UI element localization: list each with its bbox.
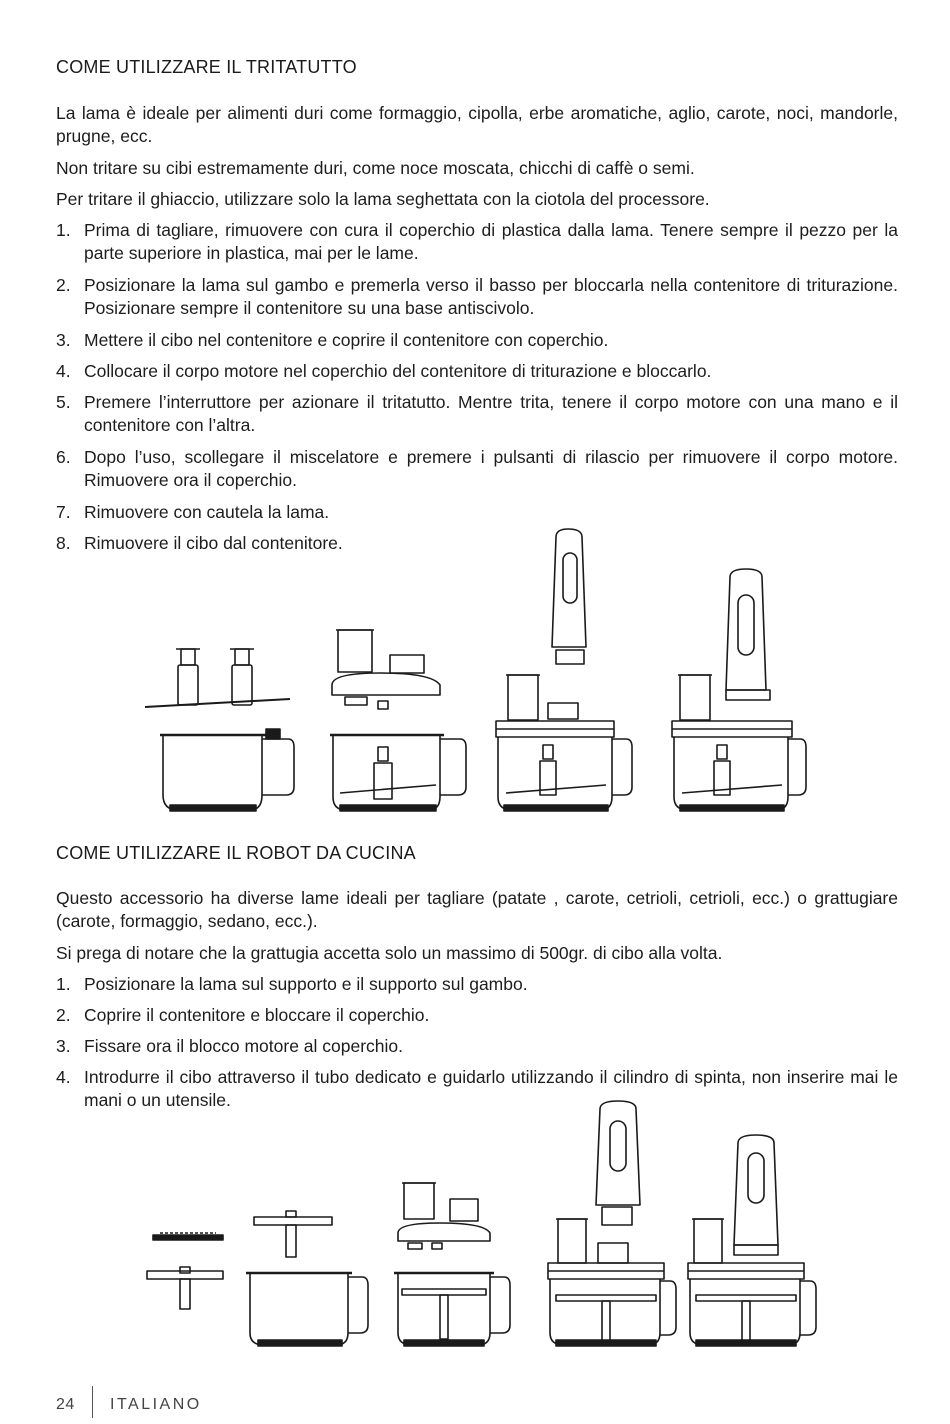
chopper-assembly-illustration — [0, 525, 950, 830]
step-number: 1. — [56, 974, 71, 994]
bowl-drawing — [160, 729, 294, 811]
step-number: 6. — [56, 447, 71, 467]
footer-divider — [92, 1386, 93, 1418]
step-number: 5. — [56, 392, 71, 412]
footer-language: ITALIANO — [110, 1396, 202, 1413]
step-text: Posizionare la lama sul gambo e premerla verso il basso per bloccarla nella contenitore di triturazione. Posizionare sempre il contenitore su una base antiscivolo. — [84, 275, 898, 318]
step-number: 1. — [56, 220, 71, 240]
paragraph-blade-use: La lama è ideale per alimenti duri come formaggio, cipolla, erbe aromatiche, aglio, carote, noci, mandorle, prugne, ecc. — [56, 103, 898, 146]
step-text: Premere l’interruttore per azionare il tritatutto. Mentre trita, tenere il corpo motore con una mano e il contenitore con l’altra. — [84, 392, 898, 435]
step-number: 7. — [56, 502, 71, 522]
step-number: 2. — [56, 1005, 71, 1025]
step-text: Coprire il contenitore e bloccare il coperchio. — [84, 1005, 430, 1025]
motor-over-chopper-drawing — [496, 529, 632, 811]
step-text: Rimuovere il cibo dal contenitore. — [84, 533, 343, 553]
paragraph-hard-foods-warning: Non tritare su cibi estremamente duri, come noce moscata, chicchi di caffè o semi. — [56, 158, 695, 178]
disc-and-support-drawing — [147, 1233, 223, 1309]
paragraph-ice-note: Per tritare il ghiaccio, utilizzare solo la lama seghettata con la ciotola del processore. — [56, 189, 710, 209]
lid-over-processor-bowl-drawing — [394, 1183, 510, 1346]
step-text: Posizionare la lama sul supporto e il supporto sul gambo. — [84, 974, 528, 994]
blade-pair-drawing — [145, 649, 290, 707]
step-number: 3. — [56, 330, 71, 350]
paragraph-accessory-blades: Questo accessorio ha diverse lame ideali per tagliare (patate , carote, cetrioli, cetrioli, ecc.) o grattugiare (carote, formaggio, sedano, ecc.). — [56, 888, 898, 931]
page-number: 24 — [56, 1396, 75, 1413]
step-text: Collocare il corpo motore nel coperchio del contenitore di triturazione e bloccarlo. — [84, 361, 712, 381]
disc-over-bowl-drawing — [246, 1211, 368, 1346]
food-processor-assembly-illustration — [0, 1095, 950, 1355]
step-text: Mettere il cibo nel contenitore e coprire il contenitore con coperchio. — [84, 330, 609, 350]
lid-bowl-drawing — [330, 630, 466, 811]
section-heading-food-processor: COME UTILIZZARE IL ROBOT DA CUCINA — [56, 843, 416, 863]
motor-over-processor-drawing — [548, 1101, 676, 1346]
section-heading-chopper: COME UTILIZZARE IL TRITATUTTO — [56, 57, 357, 77]
step-text: Introdurre il cibo attraverso il tubo dedicato e guidarlo utilizzando il cilindro di spinta, non inserire mai le mani o un utensile. — [84, 1067, 898, 1110]
step-number: 4. — [56, 361, 71, 381]
step-number: 8. — [56, 533, 71, 553]
step-number: 2. — [56, 275, 71, 295]
step-text: Fissare ora il blocco motore al coperchio. — [84, 1036, 404, 1056]
step-number: 4. — [56, 1067, 71, 1087]
paragraph-grater-limit: Si prega di notare che la grattugia accetta solo un massimo di 500gr. di cibo alla volta. — [56, 943, 723, 963]
step-text: Prima di tagliare, rimuovere con cura il coperchio di plastica dalla lama. Tenere sempre il pezzo per la parte superiore in plastica, mai per le lame. — [84, 220, 898, 263]
motor-attached-chopper-drawing — [672, 569, 806, 811]
step-text: Dopo l’uso, scollegare il miscelatore e premere i pulsanti di rilascio per rimuovere il corpo motore. Rimuovere ora il coperchio. — [84, 447, 898, 490]
step-number: 3. — [56, 1036, 71, 1056]
motor-attached-processor-drawing — [688, 1135, 816, 1346]
step-text: Rimuovere con cautela la lama. — [84, 502, 330, 522]
